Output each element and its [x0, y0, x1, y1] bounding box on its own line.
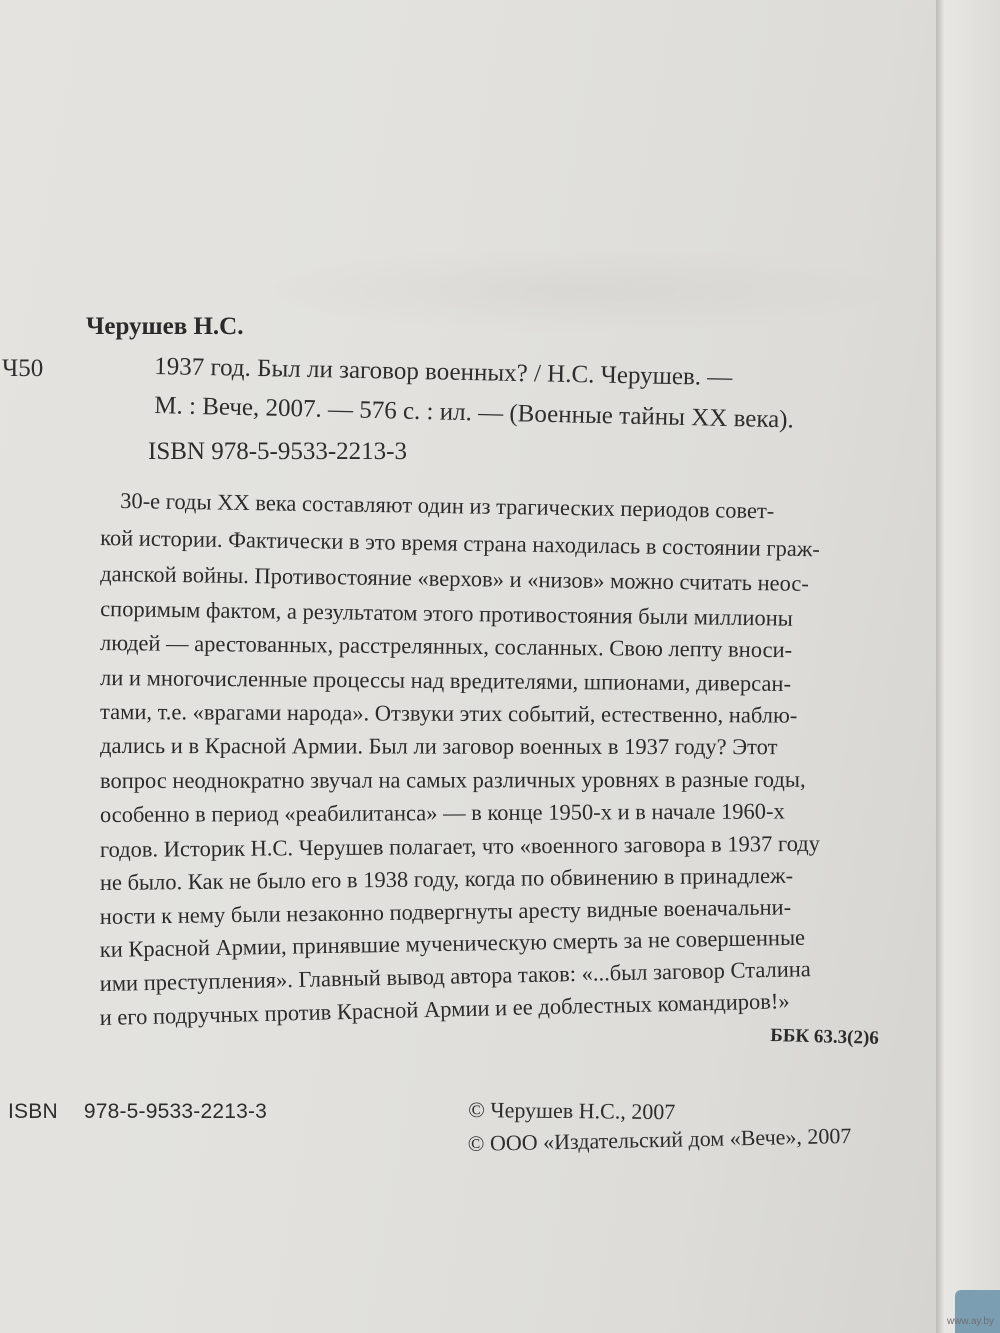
abstract-line: людей — арестованных, расстрелянных, сосланных. Свою лепту вноси- [99, 630, 793, 663]
catalog-publisher-line: М. : Вече, 2007. — 576 с. : ил. — (Военные тайны XX века). [154, 392, 795, 434]
abstract-line: ими преступления». Главный вывод автора таков: «...был заговор Сталина [99, 956, 812, 996]
abstract-line: особенно в период «реабилитанса» — в конце 1950-х и в начале 1960-х [99, 798, 785, 827]
abstract-line: не было. Как не было его в 1938 году, когда по обвинению в принадлеж- [99, 862, 794, 895]
abstract-line: годов. Историк Н.С. Черушев полагает, что «военного заговора в 1937 году [99, 830, 821, 862]
bbk-classification: ББК 63.3(2)6 [770, 1025, 880, 1049]
isbn-footer [8, 1100, 267, 1124]
abstract-line: тами, т.е. «врагами народа». Отзвуки этих событий, естественно, наблю- [99, 699, 798, 728]
faded-show-through [250, 245, 910, 335]
abstract-line: 30-е годы XX века составляют один из трагических периодов совет- [119, 488, 775, 524]
call-number: Ч50 [2, 355, 44, 382]
author-heading: Черушев Н.С. [86, 313, 244, 340]
abstract-line: вопрос неоднократно звучал на самых различных уровнях в разные годы, [99, 766, 806, 793]
copyright-publisher: © ООО «Издательский дом «Вече», 2007 [467, 1122, 852, 1157]
catalog-isbn-line: ISBN 978-5-9533-2213-3 [148, 438, 408, 465]
abstract-line: данской войны. Противостояние «верхов» и «низов» можно считать неос- [99, 561, 810, 596]
watermark: www.ay.by [946, 1316, 994, 1327]
abstract-line: споримым фактом, а результатом этого противостояния были миллионы [99, 596, 794, 631]
isbn-label: ISBN [8, 1100, 58, 1123]
copyright-author: © Черушев Н.С., 2007 [468, 1097, 676, 1125]
adjacent-page [944, 0, 1000, 1333]
abstract-line: ки Красной Армии, принявшие мученическую смерть за не совершенные [99, 924, 806, 962]
abstract-line: ности к нему были незаконно подвергнуты аресту видные военачальни- [99, 894, 792, 929]
page-edge [936, 0, 944, 1333]
catalog-title-line: 1937 год. Был ли заговор военных? / Н.С. Черушев. — [154, 353, 733, 392]
abstract-line: дались и в Красной Армии. Был ли заговор военных в 1937 году? Этот [99, 733, 778, 760]
abstract-line: кой истории. Фактически в это время страна находилась в состоянии граж- [99, 525, 821, 562]
isbn-number: 978-5-9533-2213-3 [83, 1100, 268, 1123]
abstract-line: и его подручных против Красной Армии и ее доблестных командиров!» [99, 988, 790, 1030]
abstract-line: ли и многочисленные процессы над вредителями, шпионами, диверсан- [99, 665, 792, 697]
